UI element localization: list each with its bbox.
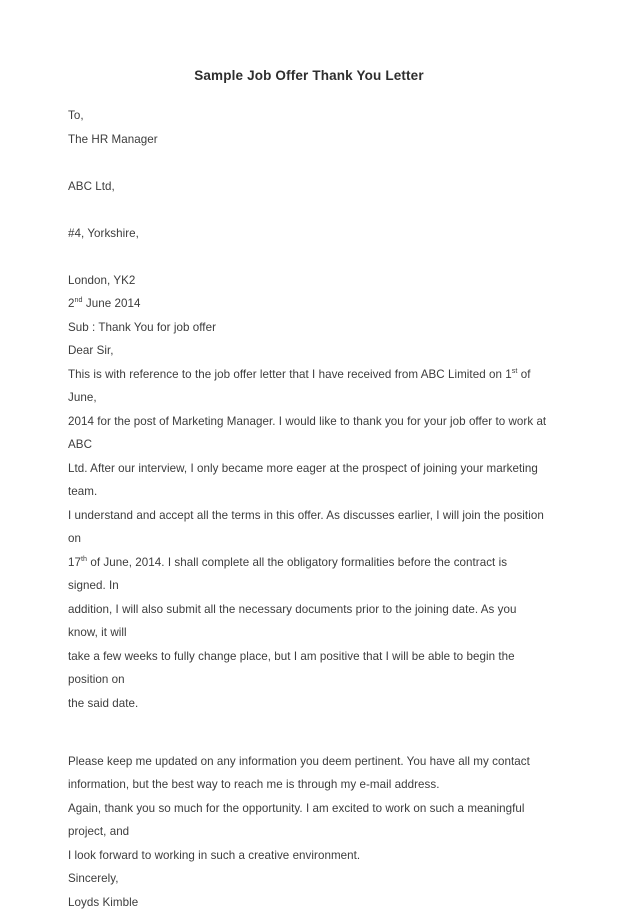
- date-day: 2: [68, 297, 75, 310]
- paragraph3-line1: Again, thank you so much for the opportunity. I am excited to work on such a meaningful project, and: [68, 797, 548, 844]
- paragraph1-line4: I understand and accept all the terms in this offer. As discusses earlier, I will join the position on: [68, 504, 548, 551]
- signature-name: Loyds Kimble: [68, 891, 548, 914]
- spacer: [68, 715, 548, 739]
- paragraph1-line6: addition, I will also submit all the necessary documents prior to the joining date. As you know, it will: [68, 598, 548, 645]
- paragraph2-line1: Please keep me updated on any information you deem pertinent. You have all my contact: [68, 750, 548, 774]
- letter-date: [68, 292, 548, 316]
- paragraph1-line1-text-b: of June,: [68, 368, 534, 405]
- page-title: Sample Job Offer Thank You Letter: [0, 0, 618, 84]
- recipient-addressee: The HR Manager: [68, 128, 548, 152]
- date-ordinal-suffix: nd: [75, 295, 83, 304]
- recipient-city-postcode: London, YK2: [68, 269, 548, 293]
- paragraph1-line8: the said date.: [68, 692, 548, 716]
- spacer: [68, 151, 548, 175]
- closing-line: Sincerely,: [68, 867, 548, 891]
- greeting: Dear Sir,: [68, 339, 548, 363]
- spacer: [68, 739, 548, 750]
- paragraph1-line7: take a few weeks to fully change place, but I am positive that I will be able to begin the position on: [68, 645, 548, 692]
- recipient-street: #4, Yorkshire,: [68, 222, 548, 246]
- paragraph3-line2: I look forward to working in such a creative environment.: [68, 844, 548, 868]
- paragraph1-line5: [68, 551, 548, 598]
- paragraph1-line3: Ltd. After our interview, I only became more eager at the prospect of joining your marketing team.: [68, 457, 548, 504]
- recipient-company: ABC Ltd,: [68, 175, 548, 199]
- date-rest: June 2014: [83, 297, 141, 310]
- spacer: [68, 245, 548, 269]
- paragraph2-line2: information, but the best way to reach me is through my e-mail address.: [68, 773, 548, 797]
- paragraph1-line5-ordinal-suffix: th: [81, 554, 87, 563]
- paragraph1-line1: [68, 363, 548, 410]
- paragraph1-line2: 2014 for the post of Marketing Manager. I would like to thank you for your job offer to work at ABC: [68, 410, 548, 457]
- paragraph1-ordinal-suffix: st: [512, 366, 518, 375]
- paragraph1-line5-text-b: of June, 2014. I shall complete all the obligatory formalities before the contract is signed. In: [68, 556, 510, 593]
- subject-line: Sub : Thank You for job offer: [68, 316, 548, 340]
- paragraph1-line1-text-a: This is with reference to the job offer letter that I have received from ABC Limited on 1: [68, 368, 512, 381]
- letter-body: [0, 104, 618, 914]
- paragraph1-line5-text-a: 17: [68, 556, 81, 569]
- recipient-salutation: To,: [68, 104, 548, 128]
- spacer: [68, 198, 548, 222]
